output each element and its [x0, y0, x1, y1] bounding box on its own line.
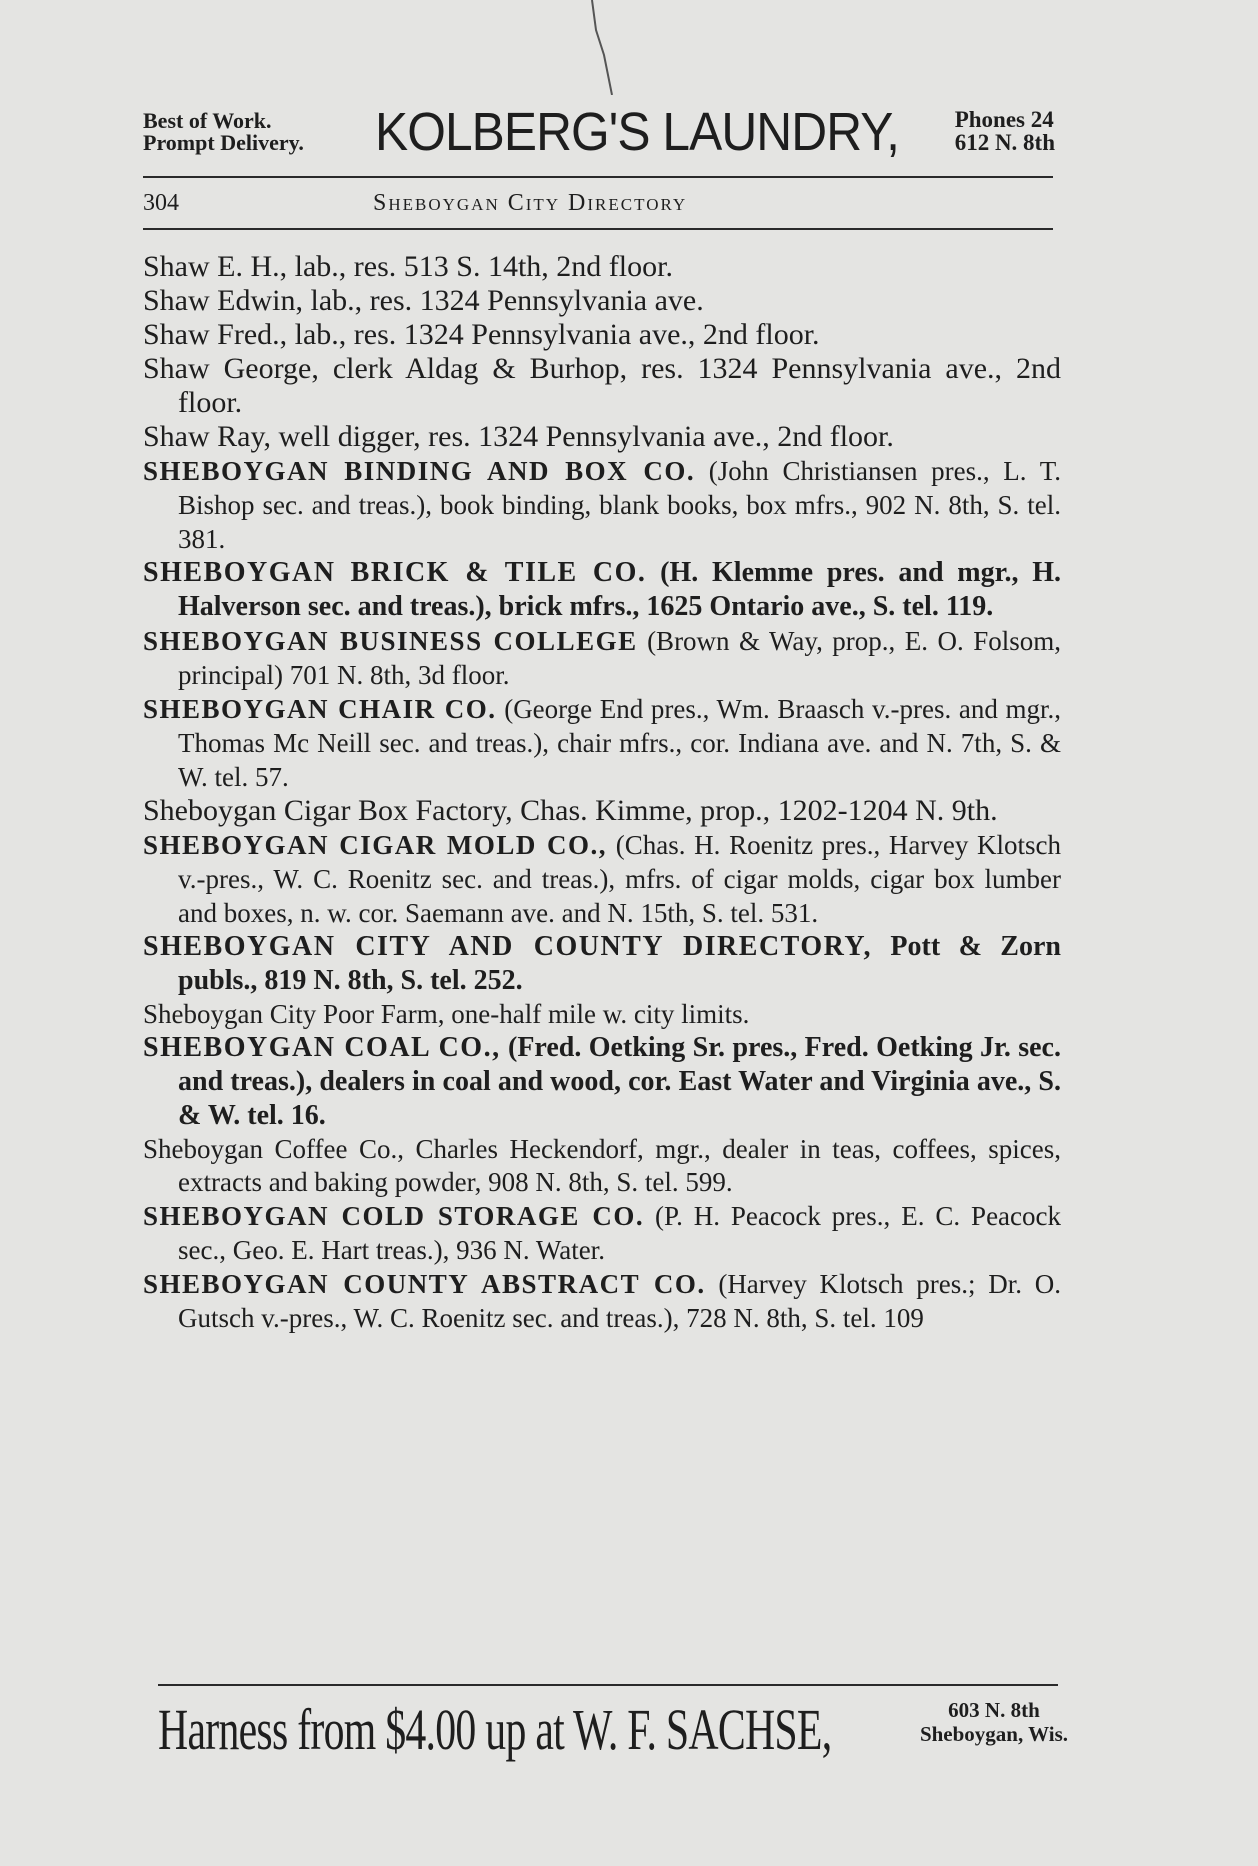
footer-ad-address [920, 1698, 1068, 1746]
directory-entry [143, 1133, 1061, 1199]
directory-entry [143, 998, 1061, 1031]
entry-details: Pott & Zorn publs., 819 N. 8th, S. tel. 252. [178, 931, 1061, 996]
header-ad-brand: KOLBERG'S LAUNDRY, [375, 102, 899, 162]
page-number: 304 [143, 190, 179, 216]
entry-name: SHEBOYGAN BUSINESS COLLEGE [143, 626, 638, 656]
footer-ad-slogan: Harness from $4.00 up at W. F. SACHSE, [158, 1697, 832, 1762]
entry-name: SHEBOYGAN CIGAR MOLD CO., [143, 830, 608, 860]
header-ad-phone: Phones 24 [954, 107, 1054, 132]
entry-details: (Harvey Klotsch pres.; Dr. O. Gutsch v.-pres., W. C. Roenitz sec. and treas.), 728 N. 8th, S. tel. 109 [178, 1269, 1061, 1333]
running-head-title: Sheboygan City Directory [373, 190, 688, 216]
entry-name: Shaw Fred., [143, 318, 288, 351]
entry-details: one-half mile w. city limits. [444, 999, 750, 1029]
directory-entries [143, 250, 1061, 1335]
entry-name: SHEBOYGAN BINDING AND BOX CO. [143, 456, 696, 486]
directory-entry [143, 454, 1061, 556]
directory-entry [143, 1199, 1061, 1267]
entry-name: SHEBOYGAN COUNTY ABSTRACT CO. [143, 1269, 706, 1299]
header-ad-address: 612 N. 8th [954, 130, 1055, 155]
header-ad-tagline [143, 110, 304, 154]
entry-details: Chas. Kimme, prop., 1202-1204 N. 9th. [512, 794, 998, 827]
footer-advertisement [158, 1692, 1068, 1782]
footer-ad-address-line2: Sheboygan, Wis. [919, 1722, 1068, 1746]
directory-entry [143, 318, 1061, 352]
directory-entry [143, 624, 1061, 692]
directory-entry [143, 250, 1061, 284]
entry-details: lab., res. 1324 Pennsylvania ave. [303, 284, 704, 317]
entry-details: (P. H. Peacock pres., E. C. Peacock sec., Geo. E. Hart treas.), 936 N. Water. [178, 1201, 1062, 1265]
entry-name: SHEBOYGAN COAL CO., [143, 1032, 501, 1063]
entry-name: SHEBOYGAN CITY AND COUNTY DIRECTORY, [143, 931, 873, 962]
directory-entry [143, 352, 1061, 420]
entry-details: (Brown & Way, prop., E. O. Folsom, principal) 701 N. 8th, 3d floor. [178, 626, 1061, 690]
entry-name: Sheboygan Coffee Co., [143, 1134, 405, 1164]
entry-name: Sheboygan Cigar Box Factory, [143, 794, 513, 827]
entry-details: (H. Klemme pres. and mgr., H. Halverson sec. and treas.), brick mfrs., 1625 Ontario ave., S. tel. 119. [178, 557, 1061, 622]
directory-entry [143, 692, 1061, 794]
entry-name: SHEBOYGAN CHAIR CO. [143, 694, 497, 724]
entry-name: SHEBOYGAN BRICK & TILE CO. [143, 557, 647, 588]
entry-name: Shaw Edwin, [143, 284, 303, 317]
entry-name: SHEBOYGAN COLD STORAGE CO. [143, 1201, 645, 1231]
directory-entry [143, 556, 1061, 624]
header-ad-tagline-line1: Best of Work. [143, 108, 272, 133]
entry-details: lab., res. 513 S. 14th, 2nd floor. [287, 250, 673, 283]
entry-details: (John Christiansen pres., L. T. Bishop sec. and treas.), book binding, blank books, box mfrs., 902 N. 8th, S. tel. 381. [178, 456, 1061, 554]
entry-name: Sheboygan City Poor Farm, [143, 999, 445, 1029]
directory-entry [143, 930, 1061, 998]
directory-entry [143, 794, 1061, 828]
header-ad-contact [955, 108, 1055, 154]
directory-entry [143, 1031, 1061, 1133]
entry-details: (Fred. Oetking Sr. pres., Fred. Oetking Jr. sec. and treas.), dealers in coal and wood, cor. East Water and Virginia ave., S. & W. tel. 16. [178, 1032, 1061, 1131]
entry-details: well digger, res. 1324 Pennsylvania ave., 2nd floor. [271, 420, 894, 453]
footer-rule [158, 1684, 1058, 1686]
entry-name: Shaw E. H., [143, 250, 288, 283]
header-rule [143, 176, 1053, 178]
entry-details: Charles Heckendorf, mgr., dealer in teas, coffees, spices, extracts and baking powder, 908 N. 8th, S. tel. 599. [178, 1134, 1061, 1197]
entry-details: (George End pres., Wm. Braasch v.-pres. and mgr., Thomas Mc Neill sec. and treas.), chair mfrs., cor. Indiana ave. and N. 7th, S. & W. tel. 57. [178, 694, 1061, 792]
directory-entry [143, 1267, 1061, 1335]
entry-name: Shaw Ray, [143, 420, 272, 453]
paper-crease-mark [590, 0, 630, 95]
directory-entry [143, 284, 1061, 318]
footer-ad-address-line1: 603 N. 8th [948, 1698, 1040, 1722]
header-ad-tagline-line2: Prompt Delivery. [143, 130, 304, 155]
header-advertisement [143, 100, 1055, 166]
directory-entry [143, 828, 1061, 930]
entry-details: (Chas. H. Roenitz pres., Harvey Klotsch v.-pres., W. C. Roenitz sec. and treas.), mfrs. of cigar molds, cigar box lumber and boxes, n. w. cor. Saemann ave. and N. 15th, S. tel. 531. [178, 830, 1062, 928]
directory-entry [143, 420, 1061, 454]
entry-details: clerk Aldag & Burhop, res. 1324 Pennsylvania ave., 2nd floor. [178, 352, 1061, 419]
running-head-rule [143, 228, 1053, 230]
entry-name: Shaw George, [143, 352, 319, 385]
entry-details: lab., res. 1324 Pennsylvania ave., 2nd floor. [287, 318, 820, 351]
running-head [143, 186, 1053, 222]
